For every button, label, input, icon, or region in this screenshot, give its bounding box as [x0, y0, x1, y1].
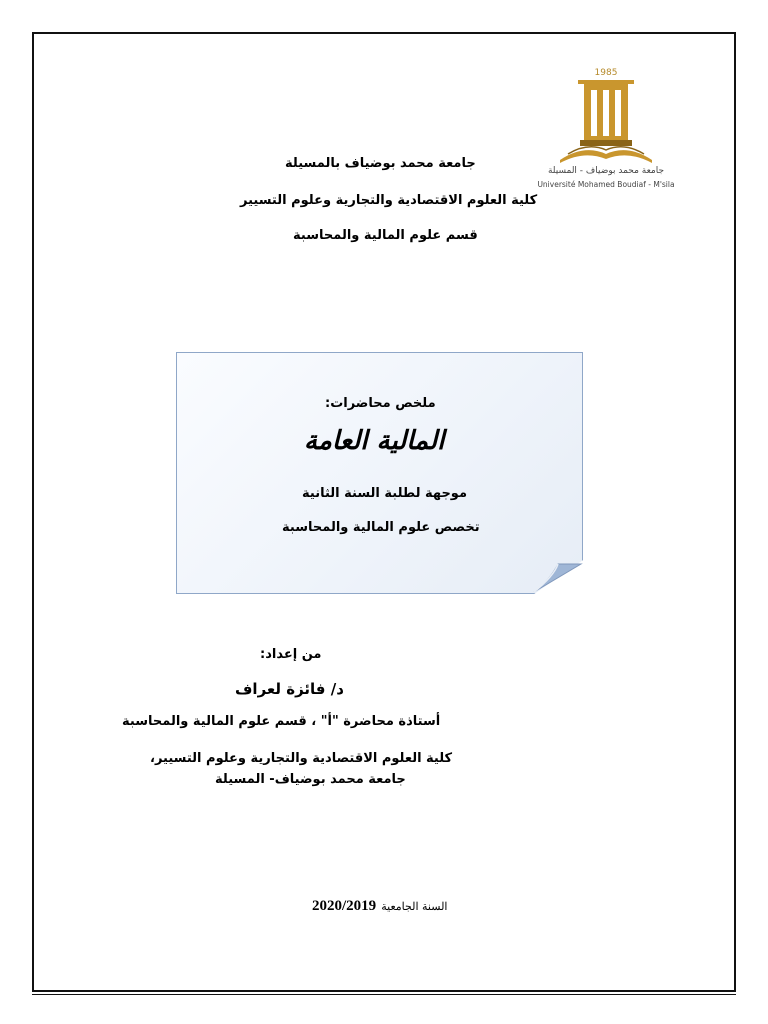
page-border-bottom-line	[32, 994, 736, 995]
university-name: جامعة محمد بوضياف بالمسيلة	[285, 156, 476, 171]
logo-name-arabic: جامعة محمد بوضياف - المسيلة	[547, 166, 665, 176]
specialty: تخصص علوم المالية والمحاسبة	[282, 520, 480, 535]
tower-icon	[532, 68, 680, 168]
author-university: جامعة محمد بوضياف- المسيلة	[215, 772, 406, 787]
title-card	[176, 352, 583, 594]
author-name: د/ فائزة لعراف	[235, 680, 344, 698]
prepared-by-label: من إعداد:	[260, 647, 322, 662]
faculty-name: كلية العلوم الاقتصادية والتجارية وعلوم التسيير	[240, 193, 538, 208]
course-title: المالية العامة	[304, 426, 445, 456]
academic-year-label: السنة الجامعية	[381, 900, 448, 913]
author-faculty: كلية العلوم الاقتصادية والتجارية وعلوم التسيير،	[150, 751, 453, 766]
author-position: أستاذة محاضرة "أ" ، قسم علوم المالية والمحاسبة	[122, 714, 441, 729]
university-logo	[532, 68, 680, 194]
target-audience: موجهة لطلبة السنة الثانية	[302, 486, 468, 501]
academic-year	[312, 895, 447, 915]
logo-year: 1985	[594, 68, 618, 78]
page-curl-icon	[528, 558, 584, 594]
academic-year-value: 2020/2019	[312, 898, 377, 914]
department-name: قسم علوم المالية والمحاسبة	[293, 228, 478, 243]
lecture-summary-label: ملخص محاضرات:	[325, 396, 436, 411]
logo-name-french: Université Mohamed Boudiaf - M'sila	[537, 180, 675, 189]
